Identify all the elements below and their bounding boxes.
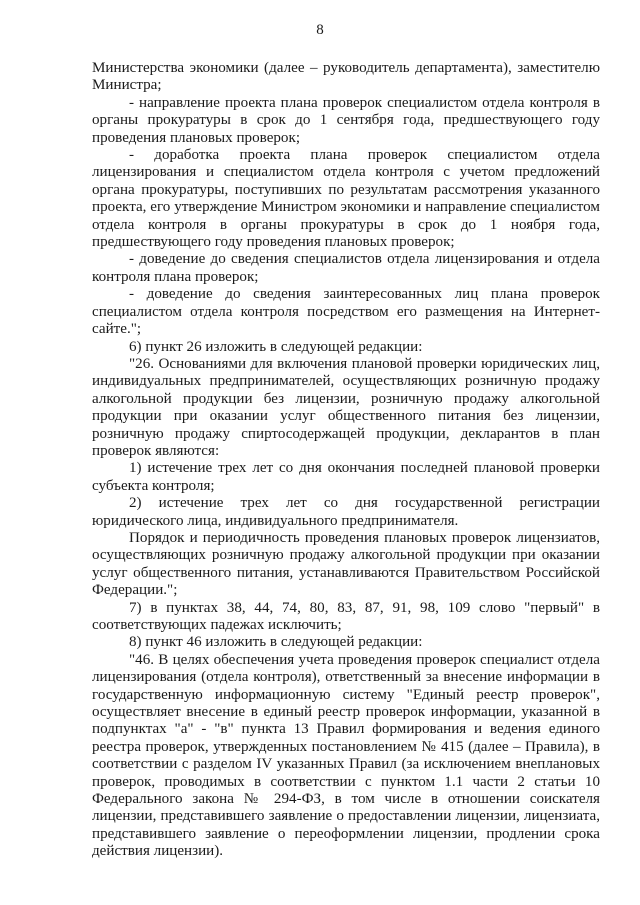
clause-26-procedure: Порядок и периодичность проведения плановых проверок лицензиатов, осуществляющих розничную продажу алкогольной продукции при оказании услуг общественного питания, устанавливаются Правительством Российской Федерации."; — [92, 529, 600, 599]
clause-26-item-2: 2) истечение трех лет со дня государственной регистрации юридического лица, индивидуального предпринимателя. — [92, 495, 600, 529]
list-item-revise-plan: - доработка проекта плана проверок специалистом отдела лицензирования и специалистом отдела контроля с учетом предложений органа прокуратуры, поступивших по результатам рассмотрения указанного проекта, его утверждение Министром экономики и направление специалистом отдела контроля в органы прокуратуры в срок до 1 ноября года, предшествующего году проведения плановых проверок; — [92, 147, 600, 251]
clause-26: "26. Основаниями для включения плановой проверки юридических лиц, индивидуальных предпринимателей, осуществляющих розничную продажу алкогольной продукции без лицензии, розничную продажу алкогольной продукции при оказании услуг общественного питания без лицензии, розничную продажу спиртосодержащей продукции, декларантов в план проверок являются: — [92, 355, 600, 459]
page-number: 8 — [316, 22, 324, 38]
document-body — [92, 60, 600, 861]
paragraph-continuation: Министерства экономики (далее – руководитель департамента), заместителю Министра; — [92, 60, 600, 94]
clause-46: "46. В целях обеспечения учета проведения проверок специалист отдела лицензирования (отдела контроля), ответственный за внесение информации в государственную информационную систему "Единый реестр проверок", осуществляет внесение в единый реестр проверок информации, указанной в подпунктах "а" - "в" пункта 13 Правил формирования и ведения единого реестра проверок, утвержденных постановлением № 415 (далее – Правила), в соответствии с разделом IV указанных Правил (за исключением внеплановых проверок, проводимых в соответствии с пунктом 1.1 части 2 статьи 10 Федерального закона № 294-ФЗ, в том числе в отношении соискателя лицензии, представившего заявление о предоставлении лицензии, лицензиата, представившего заявление о переоформлении лицензии, продлении срока действия лицензии). — [92, 651, 600, 860]
amendment-6-heading: 6) пункт 26 изложить в следующей редакции: — [129, 338, 423, 355]
amendment-7: 7) в пунктах 38, 44, 74, 80, 83, 87, 91, 98, 109 слово "первый" в соответствующих падежах исключить; — [92, 599, 600, 633]
list-item-send-plan: - направление проекта плана проверок специалистом отдела контроля в органы прокуратуры в срок до 1 сентября года, предшествующего году проведения плановых проверок; — [92, 94, 600, 146]
amendment-8-heading: 8) пункт 46 изложить в следующей редакции: — [129, 634, 423, 651]
list-item-inform-specialists: - доведение до сведения специалистов отдела лицензирования и отдела контроля плана проверок; — [92, 251, 600, 285]
clause-26-item-1: 1) истечение трех лет со дня окончания последней плановой проверки субъекта контроля; — [92, 460, 600, 494]
list-item-inform-public: - доведение до сведения заинтересованных лиц плана проверок специалистом отдела контроля посредством его размещения на Интернет-сайте."; — [92, 286, 600, 338]
